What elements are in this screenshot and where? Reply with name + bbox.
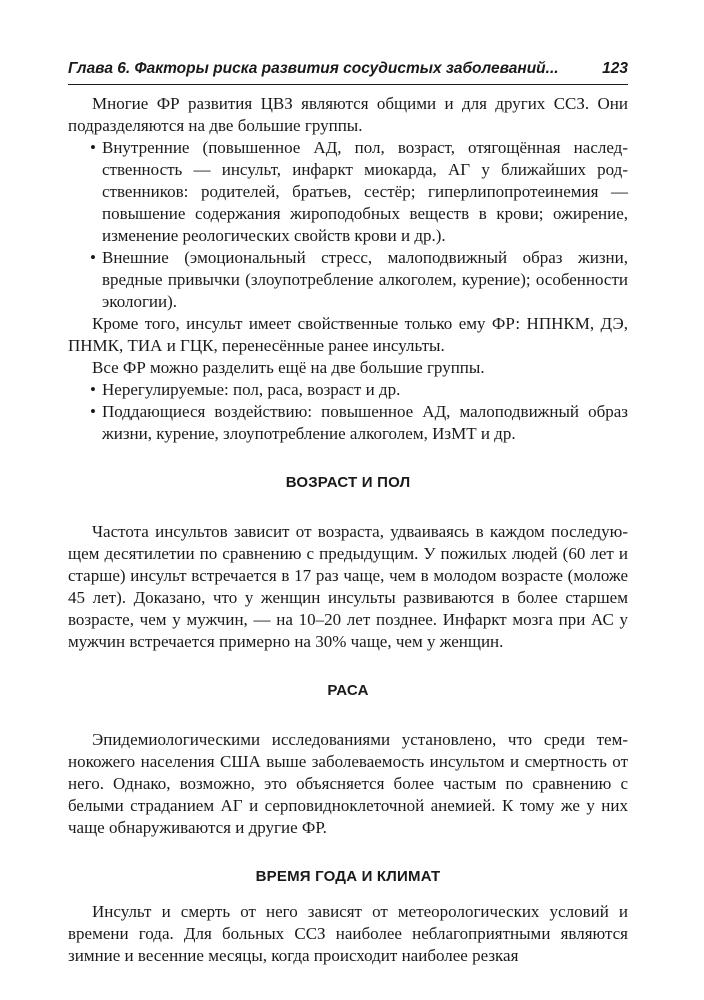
bullet-icon: •: [90, 248, 96, 267]
section-heading-race: РАСА: [327, 682, 369, 699]
paragraph: Все ФР можно разделить ещё на две большие группы.: [92, 358, 485, 377]
chapter-title: Глава 6. Факторы риска развития сосудистых заболеваний...: [68, 60, 559, 77]
bullet-icon: •: [90, 138, 96, 157]
bullet-icon: •: [90, 402, 96, 421]
page-number: 123: [602, 60, 628, 77]
paragraph: Кроме того, инсульт имеет свойственные только ему ФР: НПНКМ, ДЭ, ПНМК, ТИА и ГЦК, перенесённые ранее инсульты.: [68, 314, 628, 355]
section-text-race: Эпидемиологическими исследованиями установлено, что среди темнокожего населения США выше заболеваемость инсультом и смертность от него. Однако, возможно, это объясняется более частым по сравнению с белыми страданием АГ и серповидноклеточной анемией. К тому же у них чаще обнаруживаются и другие ФР.: [68, 730, 628, 837]
factor-groups-list: [68, 137, 628, 313]
list-item: • Внутренние (повышенное АД, пол, возраст, отягощённая наследственность — инсульт, инфаркт миокарда, АГ у ближайших родственников: родителей, братьев, сестёр; гиперлипопротеинемия — повышение содержания жироподобных веществ в крови; ожирение, изменение реологических свойств крови и др.).: [90, 138, 628, 245]
running-header: [68, 60, 628, 85]
list-item: • Нерегулируемые: пол, раса, возраст и др.: [90, 380, 401, 399]
section-heading-season-climate: ВРЕМЯ ГОДА И КЛИМАТ: [255, 868, 441, 885]
list-item: • Поддающиеся воздействию: повышенное АД, малоподвижный образ жизни, курение, злоупотребление алкоголем, ИзМТ и др.: [90, 402, 628, 443]
book-page: [68, 60, 628, 967]
section-heading-age-sex: ВОЗРАСТ И ПОЛ: [285, 474, 411, 491]
section-text-age-sex: Частота инсультов зависит от возраста, удваиваясь в каждом последующем десятилетии по сравнению с предыдущим. У пожилых людей (60 лет и старше) инсульт встречается в 17 раз чаще, чем в молодом возрасте (моложе 45 лет). Доказано, что у женщин инсульты развиваются в более старшем возрасте, чем у мужчин, — на 10–20 лет позднее. Инфаркт мозга при АС у мужчин встречается примерно на 30% чаще, чем у женщин.: [68, 522, 628, 651]
list-item: • Внешние (эмоциональный стресс, малоподвижный образ жизни, вредные привычки (злоупотребление алкоголем, курение); особенности экологии).: [90, 248, 628, 311]
page-content: [68, 93, 628, 967]
bullet-icon: •: [90, 380, 96, 399]
section-text-season-climate: Инсульт и смерть от него зависят от метеорологических условий и времени года. Для больных ССЗ наиболее неблагоприятными являются зимние и весенние месяцы, когда происходит наиболее резкая: [68, 902, 628, 965]
intro-paragraph: Многие ФР развития ЦВЗ являются общими и для других ССЗ. Они подразделяются на две большие группы.: [68, 94, 628, 135]
regulation-groups-list: [68, 379, 628, 445]
